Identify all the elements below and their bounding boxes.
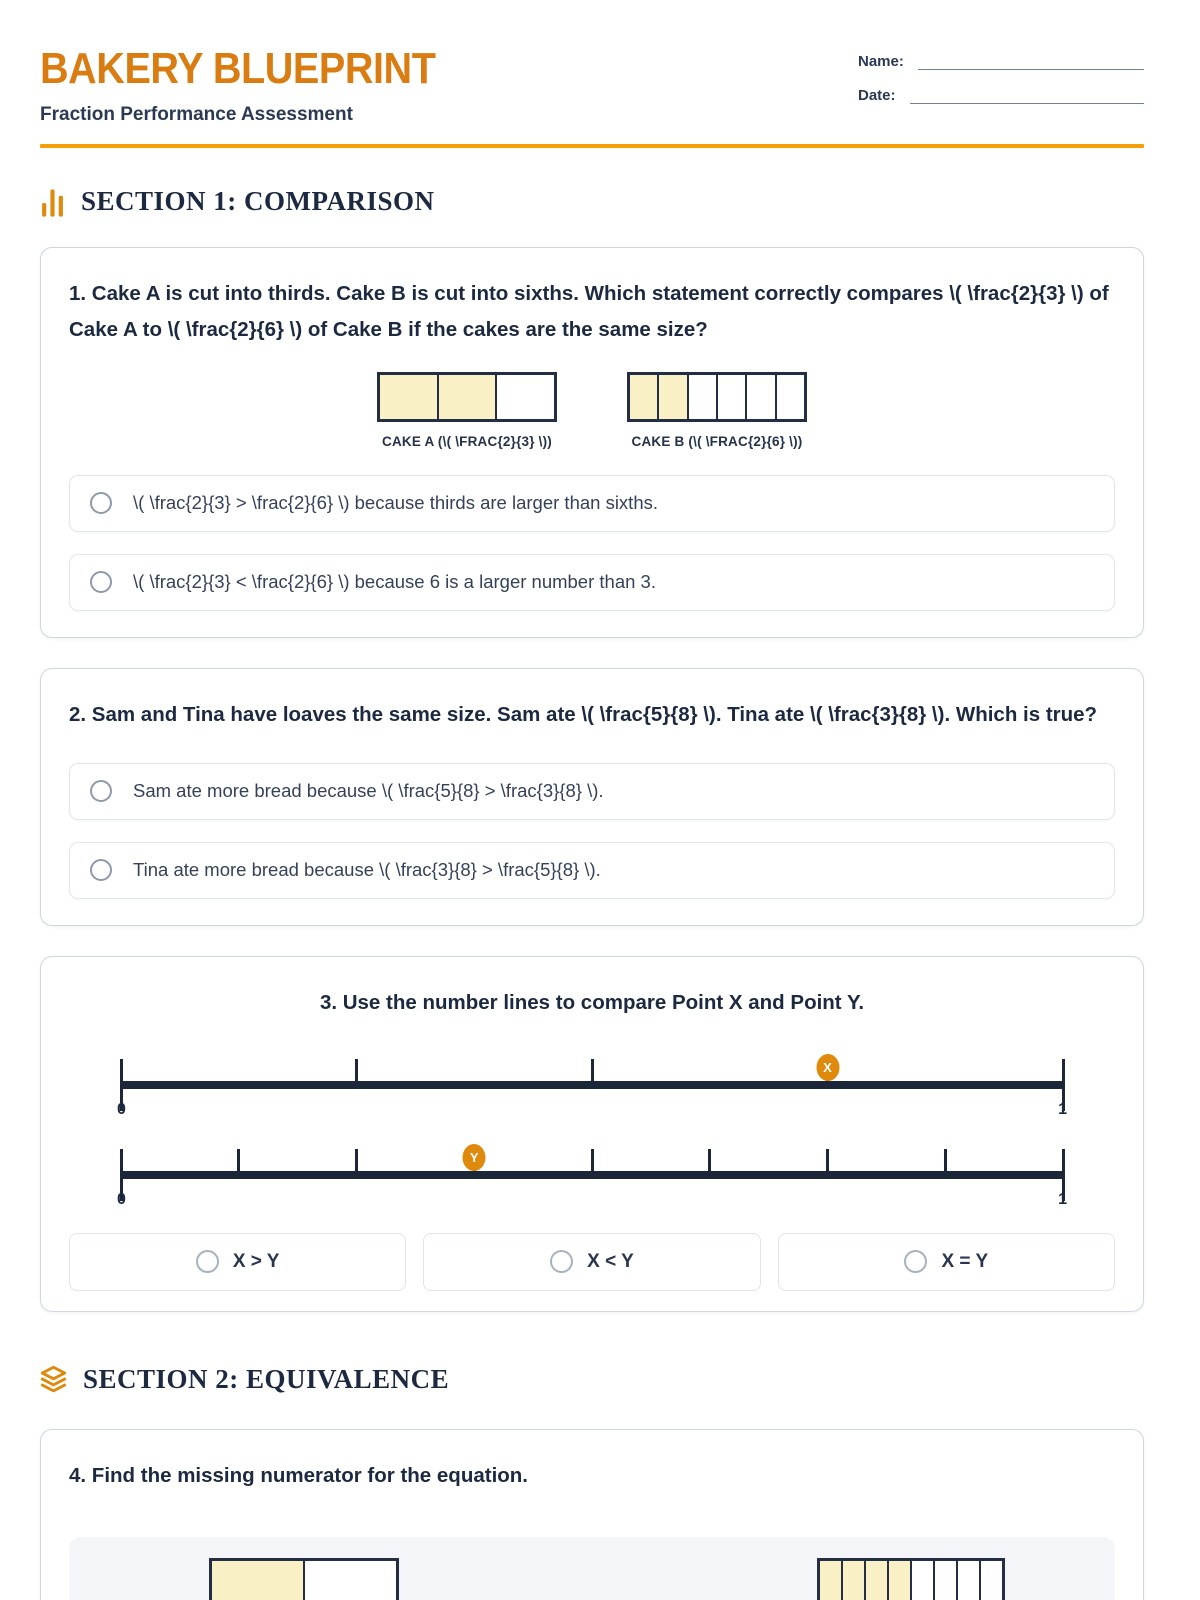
answer-option[interactable] [423,1233,760,1291]
question-3-options [69,1233,1115,1291]
question-1-options [69,475,1115,611]
brand-block [40,44,479,126]
bar-chart-icon [40,187,65,217]
answer-option[interactable] [778,1233,1115,1291]
option-text: X < Y [587,1250,634,1272]
point-marker-y: Y [463,1144,486,1171]
answer-option[interactable] [69,842,1115,899]
number-line-bar [121,1171,1063,1179]
name-field-line[interactable] [918,52,1144,70]
option-text: Sam ate more bread because \( \frac{5}{8} > \frac{3}{8} \). [133,780,604,802]
fraction-cell [497,375,554,419]
radio-button[interactable] [196,1250,219,1273]
halves-fraction-bar [209,1558,399,1600]
header [40,44,1144,126]
question-3-prompt: 3. Use the number lines to compare Point X and Point Y. [319,990,865,1014]
fraction-cell [866,1561,889,1600]
numberline-tick [237,1149,240,1171]
radio-button[interactable] [90,571,112,593]
numberline-tick [708,1149,711,1171]
date-row [858,86,1144,104]
question-1-prompt: 1. Cake A is cut into thirds. Cake B is cut into sixths. Which statement correctly compares \( \frac{2}{3} \) of Cake A to \( \frac{2}{6} \) of Cake B if the cakes are the same size? [69,282,1109,341]
option-text: Tina ate more bread because \( \frac{3}{8} > \frac{5}{8} \). [133,859,601,881]
option-text: X = Y [941,1250,989,1272]
fraction-cell [439,375,498,419]
number-line-y [117,1137,1067,1217]
answer-option[interactable] [69,554,1115,611]
radio-button[interactable] [904,1250,927,1273]
fraction-cell [958,1561,981,1600]
name-row [858,52,1144,70]
radio-button[interactable] [90,780,112,802]
question-4-figure-area [69,1537,1115,1600]
layers-icon [40,1365,67,1394]
question-1-card [40,247,1144,638]
date-label: Date: [858,87,896,104]
fraction-cell [747,375,776,419]
name-label: Name: [858,53,904,70]
fraction-cell [305,1561,396,1600]
page-title: BAKERY BLUEPRINT [40,44,436,93]
fraction-cell [820,1561,843,1600]
numberline-end-label: 1 [1058,1100,1067,1118]
name-date-block [858,44,1144,120]
number-line-x [117,1047,1067,1127]
answer-option[interactable] [69,1233,406,1291]
fraction-cell [659,375,688,419]
fraction-cell [630,375,659,419]
cake-a-fraction-bar [377,372,557,422]
section-2-title: SECTION 2: EQUIVALENCE [83,1363,450,1394]
numberline-tick [591,1059,594,1081]
radio-button[interactable] [90,859,112,881]
cake-b-label: CAKE B (\( \FRAC{2}{6} \)) [631,433,803,449]
cake-b-fraction-bar [627,372,807,422]
question-2-prompt: 2. Sam and Tina have loaves the same size. Sam ate \( \frac{5}{8} \). Tina ate \( \frac{3}{8} \). Which is true? [69,702,1098,726]
section-1-title: SECTION 1: COMPARISON [81,186,435,216]
numberline-tick [944,1149,947,1171]
section-2-heading [40,1364,1144,1395]
option-text: \( \frac{2}{3} > \frac{2}{6} \) because thirds are larger than sixths. [133,492,659,514]
fraction-cell [981,1561,1002,1600]
fraction-cell [777,375,804,419]
answer-option[interactable] [69,763,1115,820]
eighths-fraction-bar [817,1558,1005,1600]
fraction-cell [380,375,439,419]
question-4-card [40,1429,1144,1600]
cake-b-diagram [627,372,807,449]
page-subtitle: Fraction Performance Assessment [40,104,353,125]
option-text: \( \frac{2}{3} < \frac{2}{6} \) because 6 is a larger number than 3. [133,571,656,593]
numberline-end-label: 1 [1058,1190,1067,1208]
numberline-start-label: 0 [117,1190,126,1208]
numberline-start-label: 0 [117,1100,126,1118]
answer-option[interactable] [69,475,1115,532]
fraction-cell [718,375,747,419]
fraction-cell [935,1561,958,1600]
numberline-tick [355,1149,358,1171]
number-line-bar [121,1081,1063,1089]
fraction-cell [689,375,718,419]
fraction-cell [212,1561,305,1600]
question-2-card [40,668,1144,926]
section-1-heading [40,186,1144,217]
question-2-options [69,763,1115,899]
question-1-diagrams [69,372,1115,449]
radio-button[interactable] [550,1250,573,1273]
numberline-tick [591,1149,594,1171]
header-divider [40,144,1144,148]
option-text: X > Y [232,1250,280,1272]
cake-a-diagram [377,372,557,449]
fraction-cell [912,1561,935,1600]
question-4-prompt: 4. Find the missing numerator for the equation. [69,1463,529,1487]
cake-a-label: CAKE A (\( \FRAC{2}{3} \)) [382,433,552,449]
fraction-cell [889,1561,912,1600]
numberline-tick [826,1149,829,1171]
question-3-card [40,956,1144,1312]
point-marker-x: X [816,1054,839,1081]
date-field-line[interactable] [910,86,1144,104]
radio-button[interactable] [90,492,112,514]
fraction-cell [843,1561,866,1600]
numberline-tick [355,1059,358,1081]
